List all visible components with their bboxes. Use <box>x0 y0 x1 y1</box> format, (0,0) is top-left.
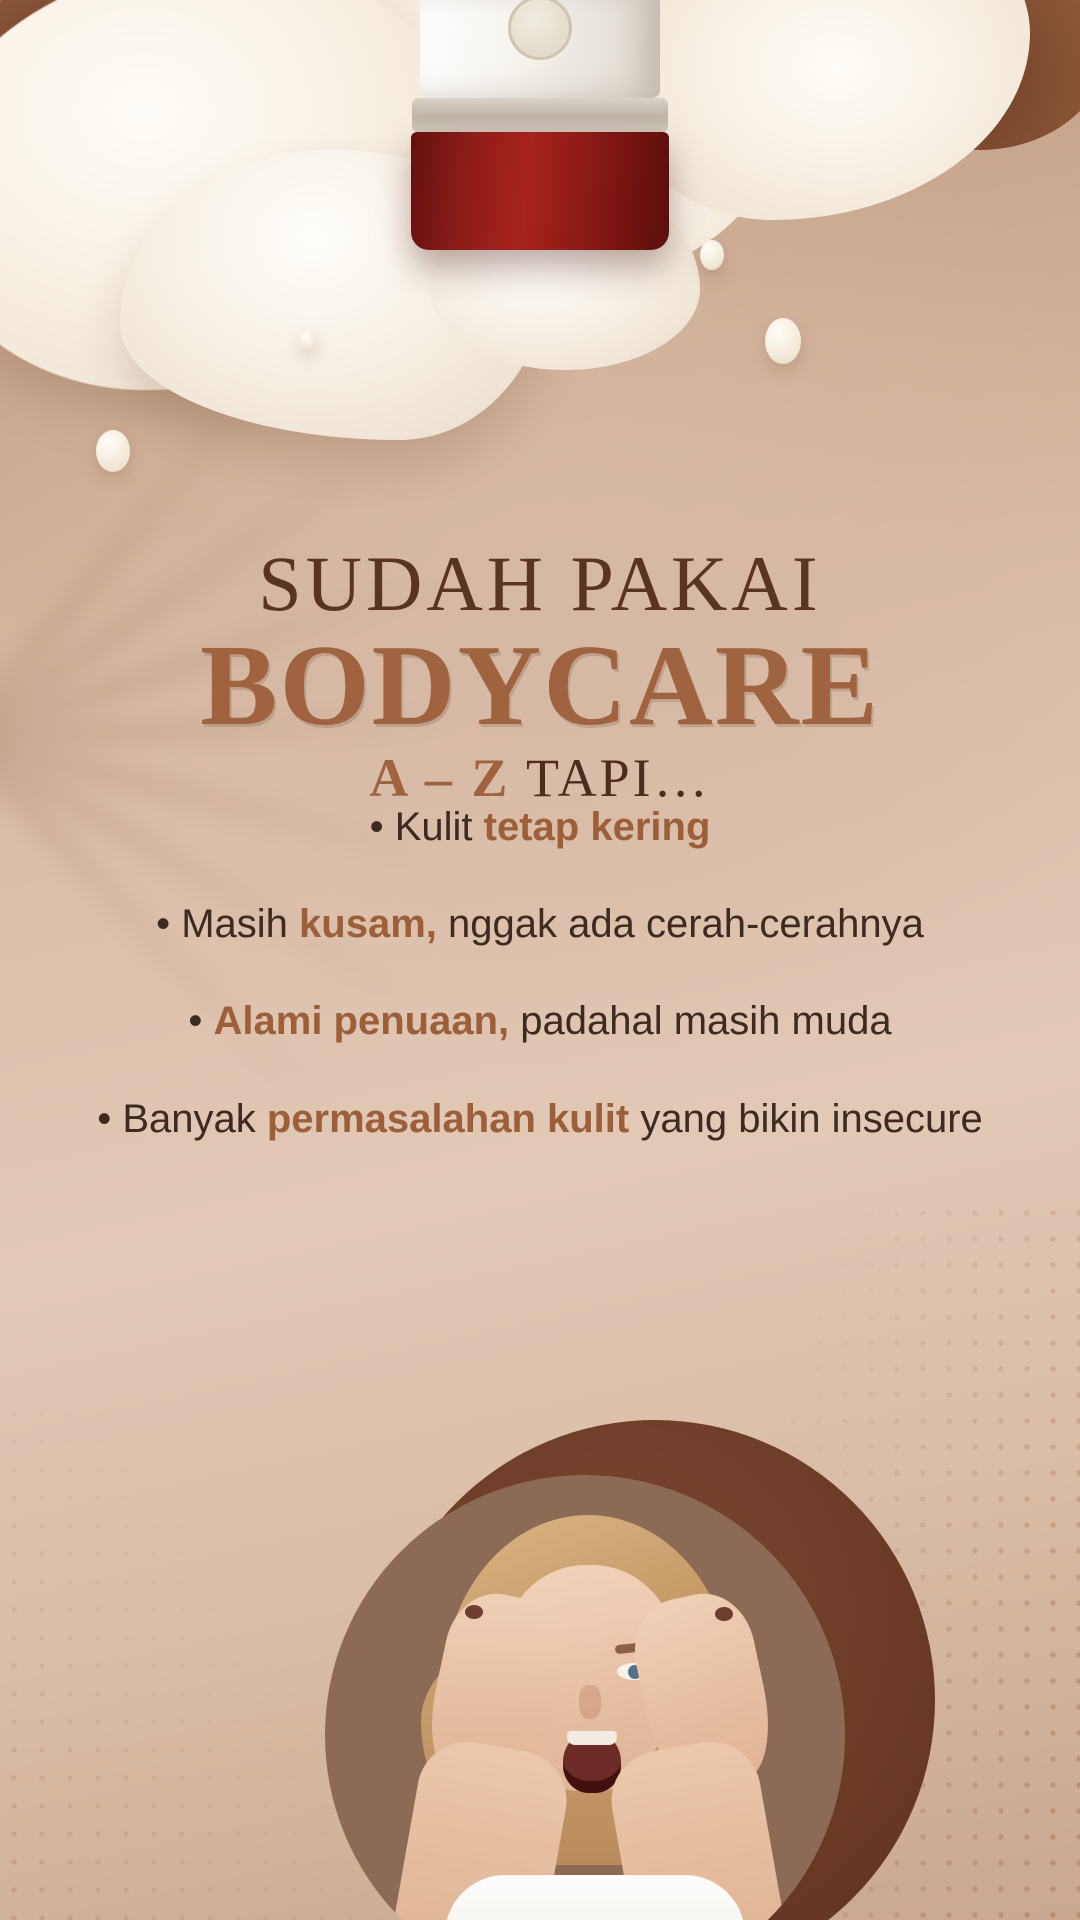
bullet-text: padahal masih muda <box>509 999 892 1044</box>
milk-droplet <box>700 240 724 270</box>
bullet-marker: • <box>369 805 395 849</box>
bullet-marker: • <box>156 902 182 947</box>
pain-point-list <box>60 800 1020 1189</box>
headline-tapi: TAPI… <box>525 748 711 809</box>
milk-droplet <box>96 430 130 472</box>
milk-splash-hero <box>0 0 1080 560</box>
bullet-text: Kulit <box>394 805 484 849</box>
headline-block <box>0 540 1080 809</box>
jar-lid <box>420 0 660 98</box>
list-item <box>60 897 1020 952</box>
list-item <box>60 994 1020 1049</box>
product-jar-image <box>406 0 674 250</box>
bullet-marker: • <box>97 1096 123 1141</box>
headline-line-1: SUDAH PAKAI <box>258 540 822 627</box>
bullet-emphasis: tetap kering <box>483 805 711 849</box>
bullet-text: yang bikin insecure <box>629 1096 983 1141</box>
bullet-marker: • <box>188 999 214 1044</box>
model-nail <box>465 1605 483 1619</box>
model-shirt <box>445 1875 745 1920</box>
bullet-emphasis: Alami penuaan, <box>213 999 510 1044</box>
bullet-text: nggak ada cerah-cerahnya <box>436 902 924 947</box>
milk-droplet <box>765 318 801 364</box>
model-nose <box>579 1685 601 1719</box>
jar-ring <box>412 98 668 132</box>
model-teeth <box>567 1731 617 1745</box>
bullet-emphasis: permasalahan kulit <box>266 1096 630 1141</box>
headline-az-range: A – Z <box>369 748 511 809</box>
model-photo-block <box>365 1455 925 1920</box>
bullet-text: Banyak <box>122 1096 267 1141</box>
model-nail <box>715 1607 733 1621</box>
headline-line-2: BODYCARE <box>200 622 880 750</box>
bullet-emphasis: kusam, <box>299 902 437 947</box>
jar-body <box>411 132 669 250</box>
list-item <box>60 800 1020 855</box>
list-item <box>60 1092 1020 1147</box>
milk-droplet <box>300 330 316 350</box>
jar-seal-emblem <box>508 0 572 60</box>
bullet-text: Masih <box>181 902 300 947</box>
headline-line-3 <box>0 748 1080 809</box>
